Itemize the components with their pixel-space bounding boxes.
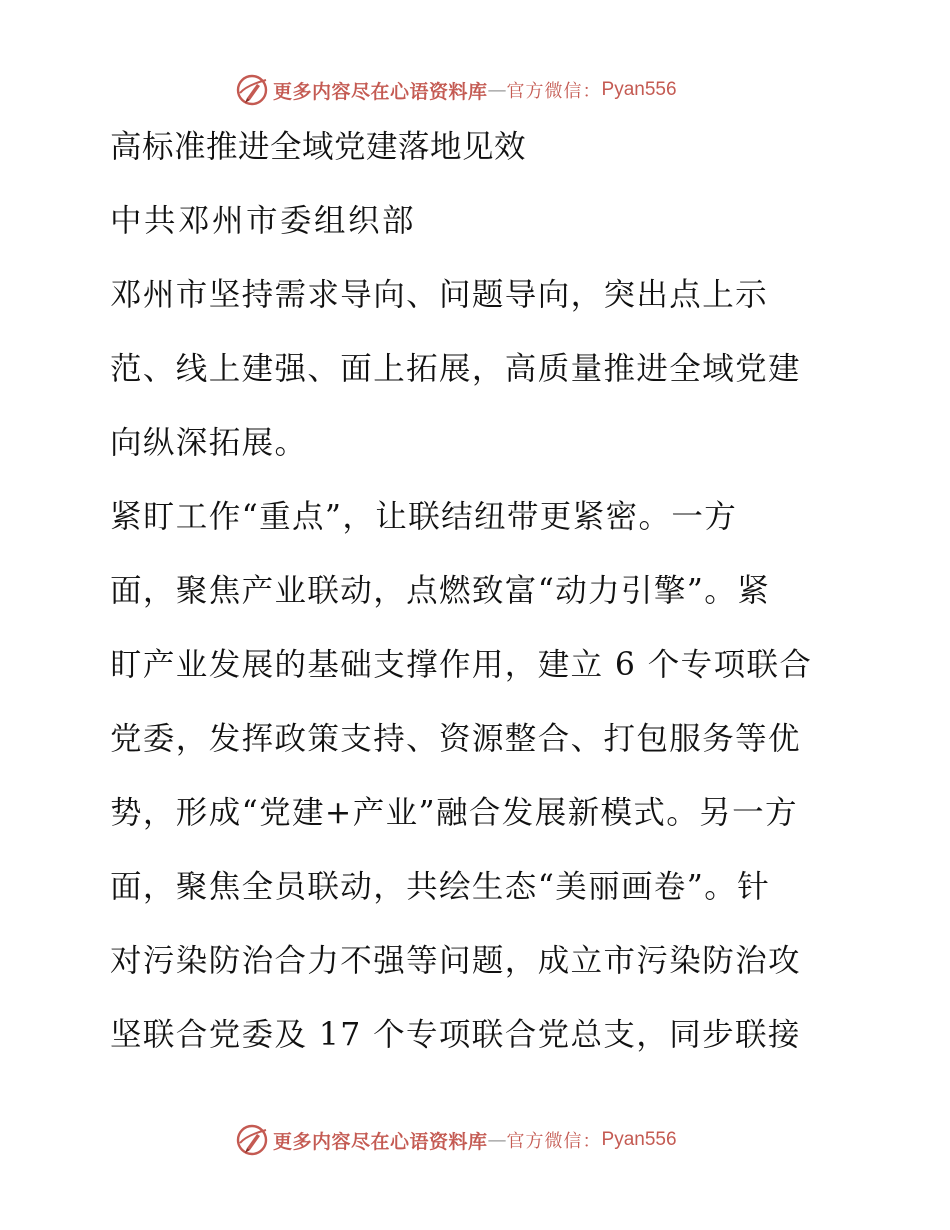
watermark-wechat-label: 官方微信： (506, 1131, 602, 1152)
document-title: 高标准推进全域党建落地见效 (110, 129, 527, 165)
watermark-header (235, 73, 677, 107)
watermark-footer (235, 1123, 677, 1157)
paragraph-line: 对污染防治合力不强等问题，成立市污染防治攻 (110, 943, 801, 979)
watermark-main-text: 更多内容尽在心语资料库 (273, 1130, 488, 1153)
paragraph-line: 盯产业发展的基础支撑作用，建立 6 个专项联合 (110, 647, 813, 683)
paragraph-line: 范、线上建强、面上拓展，高质量推进全域党建 (110, 351, 801, 387)
watermark-wechat-id: Pyan556 (601, 1129, 677, 1150)
paragraph-line: 势，形成“党建+产业”融合发展新模式。另一方 (110, 795, 798, 831)
paragraph-line: 面，聚焦产业联动，点燃致富“动力引擎”。紧 (110, 573, 771, 609)
watermark-main-text: 更多内容尽在心语资料库 (273, 80, 488, 103)
watermark-wechat-id: Pyan556 (601, 79, 677, 100)
paragraph-line: 党委，发挥政策支持、资源整合、打包服务等优 (110, 721, 801, 757)
paragraph-line: 向纵深拓展。 (110, 425, 308, 461)
paragraph-line: 坚联合党委及 17 个专项联合党总支，同步联接 (110, 1017, 801, 1053)
document-author: 中共邓州市委组织部 (110, 203, 417, 239)
watermark-wechat-label: 官方微信： (506, 81, 602, 102)
watermark-separator: — (487, 1129, 507, 1151)
document-body (110, 110, 870, 1072)
paragraph-line: 紧盯工作“重点”，让联结纽带更紧密。一方 (110, 499, 738, 535)
pen-logo-icon (235, 1123, 269, 1157)
pen-logo-icon (235, 73, 269, 107)
watermark-separator: — (487, 79, 507, 101)
paragraph-line: 面，聚焦全员联动，共绘生态“美丽画卷”。针 (110, 869, 771, 905)
paragraph-line: 邓州市坚持需求导向、问题导向，突出点上示 (110, 277, 769, 313)
